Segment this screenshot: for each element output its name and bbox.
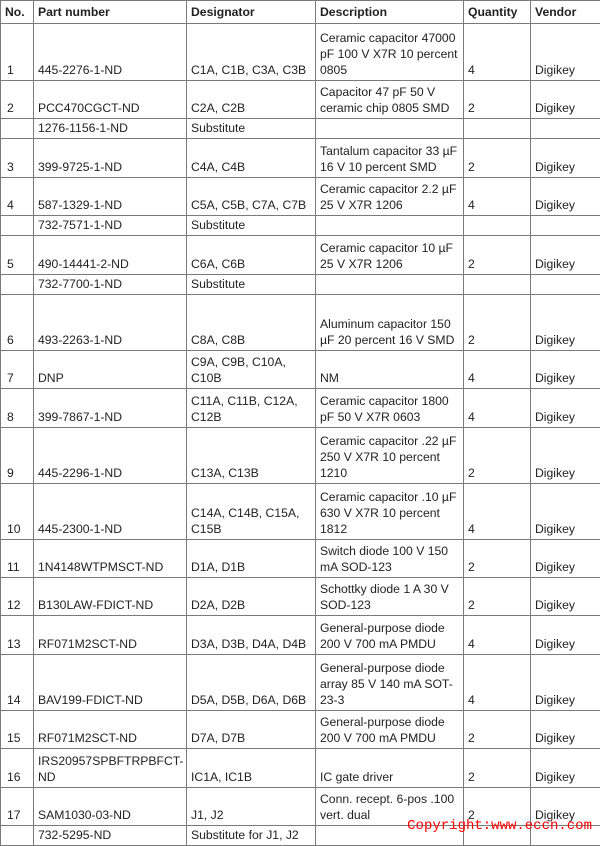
cell-description [316,216,464,236]
cell-vendor [531,216,600,236]
cell-part-number: 490-14441-2-ND [34,236,187,275]
cell-no [1,826,34,846]
cell-description: Aluminum capacitor 150 µF 20 percent 16 V SMD [316,295,464,351]
copyright-watermark: Copyright:www.eccn.com [407,818,592,834]
cell-no: 14 [1,655,34,711]
cell-part-number: 1276-1156-1-ND [34,119,187,139]
cell-no: 15 [1,711,34,749]
cell-description: Ceramic capacitor 2.2 µF 25 V X7R 1206 [316,178,464,216]
cell-part-number: BAV199-FDICT-ND [34,655,187,711]
cell-vendor: Digikey [531,540,600,578]
header-quantity: Quantity [464,1,531,24]
table-row [1,139,600,178]
cell-vendor [531,119,600,139]
table-row [1,81,600,119]
cell-no: 3 [1,139,34,178]
cell-part-number: PCC470CGCT-ND [34,81,187,119]
cell-designator: Substitute [187,275,316,295]
cell-quantity [464,275,531,295]
header-no: No. [1,1,34,24]
cell-description: Ceramic capacitor 47000 pF 100 V X7R 10 percent 0805 [316,24,464,81]
cell-no: 8 [1,389,34,428]
cell-description: General-purpose diode 200 V 700 mA PMDU [316,616,464,655]
cell-description [316,275,464,295]
cell-quantity: 4 [464,351,531,389]
cell-quantity: 4 [464,484,531,540]
table-row [1,616,600,655]
cell-part-number: 587-1329-1-ND [34,178,187,216]
table-row [1,24,600,81]
cell-no [1,119,34,139]
cell-vendor: Digikey [531,578,600,616]
cell-vendor [531,275,600,295]
cell-part-number: 399-7867-1-ND [34,389,187,428]
cell-designator: C4A, C4B [187,139,316,178]
cell-no: 5 [1,236,34,275]
cell-vendor: Digikey [531,295,600,351]
cell-vendor: Digikey [531,788,600,826]
cell-vendor: Digikey [531,749,600,788]
cell-part-number: 732-5295-ND [34,826,187,846]
table-row [1,351,600,389]
cell-designator: C14A, C14B, C15A, C15B [187,484,316,540]
cell-quantity: 2 [464,236,531,275]
cell-part-number: RF071M2SCT-ND [34,616,187,655]
cell-quantity: 4 [464,616,531,655]
cell-part-number: 445-2276-1-ND [34,24,187,81]
cell-designator: D1A, D1B [187,540,316,578]
cell-part-number: B130LAW-FDICT-ND [34,578,187,616]
cell-no: 13 [1,616,34,655]
cell-no [1,275,34,295]
cell-quantity: 2 [464,578,531,616]
cell-designator: C13A, C13B [187,428,316,484]
cell-quantity: 2 [464,749,531,788]
cell-no: 7 [1,351,34,389]
cell-description: General-purpose diode 200 V 700 mA PMDU [316,711,464,749]
cell-quantity: 2 [464,540,531,578]
cell-vendor: Digikey [531,139,600,178]
table-row [1,275,600,295]
cell-no: 11 [1,540,34,578]
cell-description: Schottky diode 1 A 30 V SOD-123 [316,578,464,616]
cell-vendor: Digikey [531,655,600,711]
cell-description [316,119,464,139]
cell-designator: Substitute [187,119,316,139]
cell-no: 1 [1,24,34,81]
cell-quantity: 4 [464,178,531,216]
cell-no: 10 [1,484,34,540]
cell-designator: D3A, D3B, D4A, D4B [187,616,316,655]
cell-description: Conn. recept. 6-pos .100 vert. dual [316,788,464,826]
cell-description: Ceramic capacitor 1800 pF 50 V X7R 0603 [316,389,464,428]
cell-vendor: Digikey [531,178,600,216]
cell-part-number: IRS20957SPBFTRPBFCT-ND [34,749,187,788]
header-designator: Designator [187,1,316,24]
cell-no: 4 [1,178,34,216]
cell-designator: D5A, D5B, D6A, D6B [187,655,316,711]
cell-designator: C5A, C5B, C7A, C7B [187,178,316,216]
cell-no: 16 [1,749,34,788]
cell-no: 12 [1,578,34,616]
cell-vendor: Digikey [531,81,600,119]
cell-part-number: 445-2296-1-ND [34,428,187,484]
cell-vendor: Digikey [531,389,600,428]
table-row [1,484,600,540]
cell-quantity [464,119,531,139]
table-row [1,540,600,578]
cell-no [1,216,34,236]
cell-designator: C6A, C6B [187,236,316,275]
cell-no: 6 [1,295,34,351]
cell-designator: C1A, C1B, C3A, C3B [187,24,316,81]
cell-designator: C11A, C11B, C12A, C12B [187,389,316,428]
cell-designator: Substitute for J1, J2 [187,826,316,846]
cell-quantity: 4 [464,24,531,81]
cell-part-number: 732-7700-1-ND [34,275,187,295]
table-row [1,428,600,484]
table-row [1,178,600,216]
cell-part-number: 399-9725-1-ND [34,139,187,178]
cell-description: NM [316,351,464,389]
table-row [1,655,600,711]
cell-part-number: DNP [34,351,187,389]
cell-description: IC gate driver [316,749,464,788]
cell-part-number: 1N4148WTPMSCT-ND [34,540,187,578]
cell-quantity: 2 [464,139,531,178]
cell-vendor: Digikey [531,24,600,81]
cell-designator: C8A, C8B [187,295,316,351]
cell-vendor: Digikey [531,484,600,540]
table-row [1,749,600,788]
table-row [1,236,600,275]
cell-part-number: RF071M2SCT-ND [34,711,187,749]
cell-designator: J1, J2 [187,788,316,826]
table-row [1,578,600,616]
cell-quantity: 2 [464,428,531,484]
cell-part-number: SAM1030-03-ND [34,788,187,826]
table-row [1,119,600,139]
cell-no: 9 [1,428,34,484]
cell-description: Tantalum capacitor 33 µF 16 V 10 percent SMD [316,139,464,178]
cell-quantity: 4 [464,389,531,428]
cell-description: Ceramic capacitor 10 µF 25 V X7R 1206 [316,236,464,275]
cell-description: Ceramic capacitor .22 µF 250 V X7R 10 percent 1210 [316,428,464,484]
cell-vendor: Digikey [531,351,600,389]
cell-quantity: 2 [464,295,531,351]
cell-description: General-purpose diode array 85 V 140 mA SOT-23-3 [316,655,464,711]
cell-quantity: 2 [464,81,531,119]
cell-vendor: Digikey [531,428,600,484]
cell-designator: C2A, C2B [187,81,316,119]
cell-description: Switch diode 100 V 150 mA SOD-123 [316,540,464,578]
table-row [1,216,600,236]
cell-vendor: Digikey [531,236,600,275]
cell-description: Ceramic capacitor .10 µF 630 V X7R 10 percent 1812 [316,484,464,540]
cell-designator: C9A, C9B, C10A, C10B [187,351,316,389]
cell-designator: Substitute [187,216,316,236]
table-row [1,711,600,749]
header-part-number: Part number [34,1,187,24]
cell-designator: D7A, D7B [187,711,316,749]
cell-no: 2 [1,81,34,119]
cell-designator: IC1A, IC1B [187,749,316,788]
cell-no: 17 [1,788,34,826]
cell-designator: D2A, D2B [187,578,316,616]
cell-part-number: 493-2263-1-ND [34,295,187,351]
cell-quantity [464,216,531,236]
header-description: Description [316,1,464,24]
header-vendor: Vendor [531,1,600,24]
cell-quantity: 2 [464,711,531,749]
table-row [1,295,600,351]
cell-description: Capacitor 47 pF 50 V ceramic chip 0805 SMD [316,81,464,119]
cell-part-number: 445-2300-1-ND [34,484,187,540]
cell-quantity: 4 [464,655,531,711]
cell-part-number: 732-7571-1-ND [34,216,187,236]
table-row [1,389,600,428]
cell-vendor: Digikey [531,711,600,749]
header-row [1,1,600,24]
cell-vendor: Digikey [531,616,600,655]
cell-quantity: 2 [464,788,531,826]
